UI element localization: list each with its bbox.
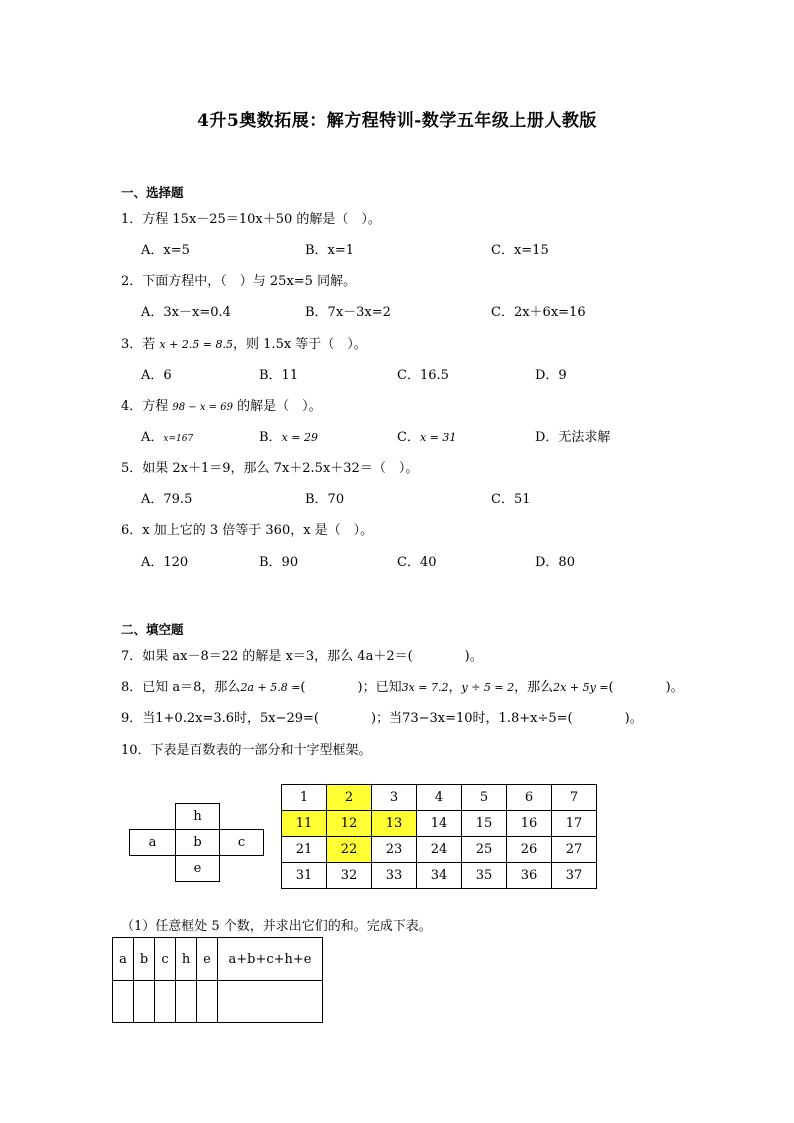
table-cell: 34 [417,863,462,889]
table-cell: 15 [462,811,507,837]
q1-option-a: A．x=5 [141,243,190,258]
q3-option-b: B．11 [259,368,299,383]
sub-question-1: （1）任意框处 5 个数，并求出它们的和。完成下表。 [121,919,432,934]
table-cell: 36 [507,863,552,889]
q4-option-a-label: A． [141,430,164,445]
answer-cell[interactable] [218,981,323,1023]
q5-option-c: C．51 [491,492,531,507]
table-cell-highlighted: 11 [282,811,327,837]
table-cell: 3 [372,785,417,811]
page-title: 4升5奥数拓展：解方程特训-数学五年级上册人教版 [197,111,597,131]
table-cell: 31 [282,863,327,889]
table-cell: 21 [282,837,327,863]
table-cell: 5 [462,785,507,811]
q4-option-c [397,426,456,445]
q4-math: 98 − x = 69 [172,402,233,413]
q4-option-c-math: x = 31 [419,431,457,444]
q3-option-a: A．6 [141,368,172,383]
q4-text-post: 的解是（ ）。 [232,399,322,414]
q2-option-a: A．3x－x=0.4 [141,305,231,320]
table-cell: 14 [417,811,462,837]
q2-option-b: B．7x－3x=2 [305,305,391,320]
table-row [113,938,323,981]
table-row [282,863,597,889]
q1-option-c: C．x=15 [491,243,549,258]
q3-text-post: ，则 1.5x 等于（ ）。 [233,337,367,352]
section-heading-fill: 二、填空题 [121,622,184,637]
cross-cell-bottom: e [175,855,220,882]
q8-part-d: ，那么 [514,680,554,695]
question-7: 7．如果 ax－8＝22 的解是 x＝3，那么 4a＋2＝( )。 [121,649,483,664]
table-cell: 7 [552,785,597,811]
question-3 [121,333,367,352]
table-row [282,837,597,863]
table-cell: 1 [282,785,327,811]
q6-option-a: A．120 [141,555,189,570]
answer-header-a: a [113,938,134,981]
table-cell: 32 [327,863,372,889]
table-cell: 25 [462,837,507,863]
q4-option-a [141,426,193,445]
question-4 [121,395,322,414]
q8-math-2: 3x = 7.2 [401,681,449,694]
cross-cell-right: c [219,829,264,856]
question-5: 5．如果 2x＋1＝9，那么 7x＋2.5x＋32＝（ ）。 [121,461,419,476]
answer-cell[interactable] [113,981,134,1023]
table-cell: 37 [552,863,597,889]
q4-option-b-label: B． [259,430,282,445]
q5-option-b: B．70 [305,492,345,507]
q3-text-pre: 3．若 [121,337,160,352]
answer-header-h: h [176,938,197,981]
question-2: 2．下面方程中，（ ）与 25x=5 同解。 [121,274,357,289]
q8-part-e: ( )。 [608,680,684,695]
table-cell: 24 [417,837,462,863]
table-cell-highlighted: 13 [372,811,417,837]
q4-option-a-math: x=167 [163,434,194,444]
table-row [282,785,597,811]
q6-option-c: C．40 [397,555,437,570]
question-1: 1．方程 15x－25＝10x＋50 的解是（ ）。 [121,212,381,227]
table-cell: 17 [552,811,597,837]
table-cell: 27 [552,837,597,863]
table-cell: 6 [507,785,552,811]
answer-cell[interactable] [176,981,197,1023]
q6-option-b: B．90 [259,555,299,570]
answer-cell[interactable] [134,981,155,1023]
cross-cell-left: a [129,829,176,856]
section-heading-choice: 一、选择题 [121,185,184,200]
table-cell: 16 [507,811,552,837]
answer-cell[interactable] [155,981,176,1023]
q3-option-c: C．16.5 [397,368,449,383]
table-cell: 35 [462,863,507,889]
q8-math-1: 2a + 5.8 = [240,681,301,694]
q4-option-c-label: C． [397,430,420,445]
table-cell-highlighted: 2 [327,785,372,811]
table-row [113,981,323,1023]
q6-option-d: D．80 [535,555,575,570]
q3-math: x + 2.5 = 8.5 [159,338,234,351]
q3-option-d: D．9 [535,368,567,383]
q1-option-b: B．x=1 [305,243,355,258]
table-cell-highlighted: 12 [327,811,372,837]
question-8 [121,676,684,695]
q8-part-b: ( )；已知 [300,680,402,695]
table-cell: 33 [372,863,417,889]
answer-header-sum: a+b+c+h+e [218,938,323,981]
answer-table [112,937,323,1023]
answer-cell[interactable] [197,981,218,1023]
hundred-table [281,784,597,889]
q2-option-c: C．2x＋6x=16 [491,305,586,320]
q4-option-b [259,426,318,445]
answer-header-e: e [197,938,218,981]
question-10: 10．下表是百数表的一部分和十字型框架。 [121,743,372,758]
answer-header-c: c [155,938,176,981]
table-cell: 26 [507,837,552,863]
q8-math-3: y ÷ 5 = 2 [461,681,515,694]
table-cell-highlighted: 22 [327,837,372,863]
q4-option-b-math: x = 29 [281,431,318,444]
q8-part-a: 8．已知 a＝8，那么 [121,680,241,695]
cross-cell-center: b [175,829,220,856]
q8-math-4: 2x + 5y = [553,681,609,694]
q4-option-d: D．无法求解 [535,430,611,445]
question-9: 9．当1+0.2x=3.6时，5x−29=( )；当73−3x=10时，1.8+x÷5=( )。 [121,711,643,726]
q8-part-c: ， [448,680,462,695]
q5-option-a: A．79.5 [141,492,193,507]
cross-cell-top: h [175,803,220,830]
table-row [282,811,597,837]
table-cell: 23 [372,837,417,863]
table-cell: 4 [417,785,462,811]
answer-header-b: b [134,938,155,981]
question-6: 6．x 加上它的 3 倍等于 360，x 是（ ）。 [121,523,374,538]
q4-text-pre: 4．方程 [121,399,173,414]
